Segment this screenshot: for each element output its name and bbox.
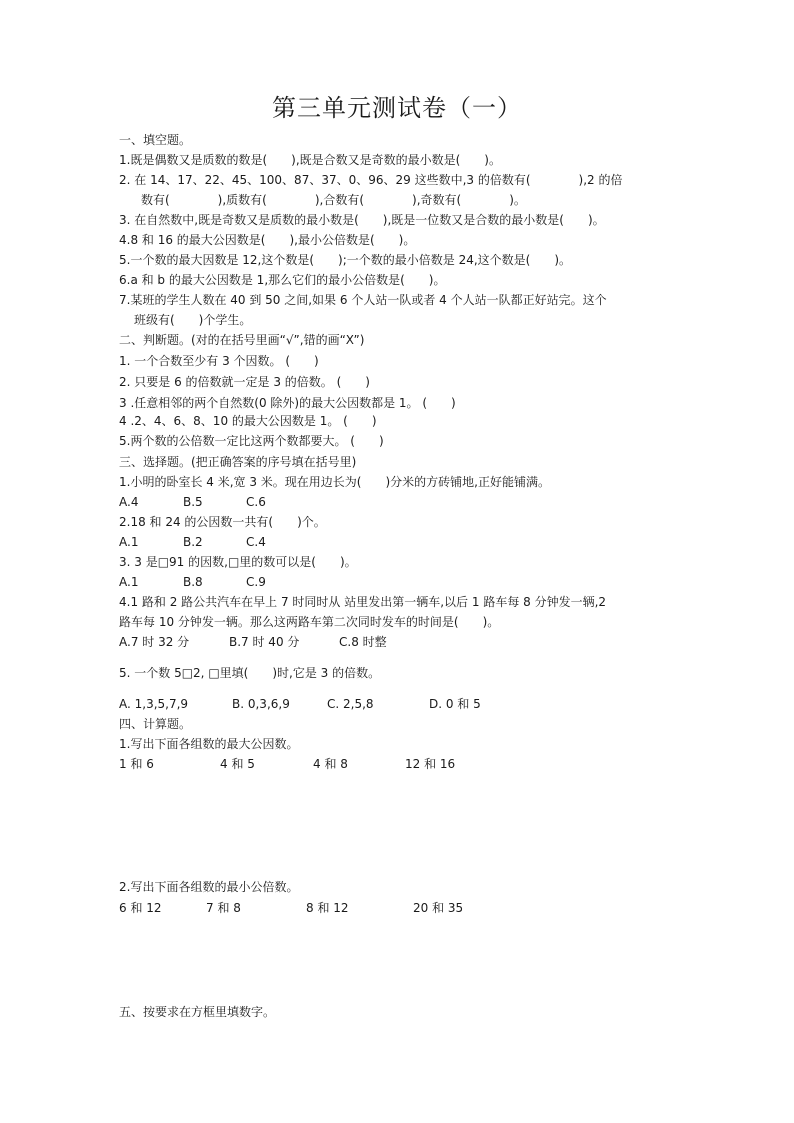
question-text: 5.两个数的公倍数一定比这两个数都要大。 ( ) <box>119 434 384 448</box>
option-a: A.1 <box>119 575 139 589</box>
option-a: A.7 时 32 分 <box>119 635 190 649</box>
question-text: 2.18 和 24 的公因数一共有( )个。 <box>119 515 326 529</box>
question-text: 4.1 路和 2 路公共汽车在早上 7 时同时从 站里发出第一辆车,以后 1 路车每 8 分钟发一辆,2 <box>119 595 607 609</box>
number-pair: 4 和 8 <box>313 757 348 771</box>
question-text: 路车每 10 分钟发一辆。那么这两路车第二次同时发车的时间是( )。 <box>119 615 500 629</box>
question-text: 1.既是偶数又是质数的数是( ),既是合数又是奇数的最小数是( )。 <box>119 153 501 167</box>
question-text: 2. 在 14、17、22、45、100、87、37、0、96、29 这些数中,3 的倍数有( ),2 的倍 <box>119 173 623 187</box>
question-text: 5.一个数的最大因数是 12,这个数是( );一个数的最小倍数是 24,这个数是( )。 <box>119 253 572 267</box>
section-heading-fill-in: 一、填空题。 <box>119 133 192 147</box>
number-pair: 1 和 6 <box>119 757 154 771</box>
question-text: 6.a 和 b 的最大公因数是 1,那么它们的最小公倍数是( )。 <box>119 273 446 287</box>
option-c: C.9 <box>246 575 266 589</box>
number-pair: 20 和 35 <box>413 901 464 915</box>
option-c: C.4 <box>246 535 266 549</box>
question-text: 3 .任意相邻的两个自然数(0 除外)的最大公因数都是 1。 ( ) <box>119 396 456 410</box>
question-text: 7.某班的学生人数在 40 到 50 之间,如果 6 个人站一队或者 4 个人站一队都正好站完。这个 <box>119 293 607 307</box>
section-heading-true-false: 二、判断题。(对的在括号里画“√”,错的画“X”) <box>119 333 365 347</box>
question-text: 4 .2、4、6、8、10 的最大公因数是 1。 ( ) <box>119 414 377 428</box>
number-pair: 4 和 5 <box>220 757 255 771</box>
option-b: B.2 <box>183 535 203 549</box>
option-a: A.1 <box>119 535 139 549</box>
question-text: 3. 在自然数中,既是奇数又是质数的最小数是( ),既是一位数又是合数的最小数是( )。 <box>119 213 605 227</box>
option-c: C. 2,5,8 <box>327 697 374 711</box>
section-heading-multiple-choice: 三、选择题。(把正确答案的序号填在括号里) <box>119 455 357 469</box>
number-pair: 12 和 16 <box>405 757 456 771</box>
option-a: A. 1,3,5,7,9 <box>119 697 189 711</box>
option-b: B.7 时 40 分 <box>229 635 300 649</box>
option-a: A.4 <box>119 495 139 509</box>
question-text: 3. 3 是□91 的因数,□里的数可以是( )。 <box>119 555 357 569</box>
question-text: 数有( ),质数有( ),合数有( ),奇数有( )。 <box>141 193 526 207</box>
option-d: D. 0 和 5 <box>429 697 481 711</box>
question-text: 1.写出下面各组数的最大公因数。 <box>119 737 299 751</box>
question-text: 2.写出下面各组数的最小公倍数。 <box>119 880 299 894</box>
number-pair: 8 和 12 <box>306 901 349 915</box>
option-c: C.6 <box>246 495 266 509</box>
section-heading-fill-boxes: 五、按要求在方框里填数字。 <box>119 1005 276 1019</box>
question-text: 1.小明的卧室长 4 米,宽 3 米。现在用边长为( )分米的方砖铺地,正好能铺满。 <box>119 475 550 489</box>
option-b: B.5 <box>183 495 203 509</box>
section-heading-calculation: 四、计算题。 <box>119 717 192 731</box>
question-text: 2. 只要是 6 的倍数就一定是 3 的倍数。 ( ) <box>119 375 370 389</box>
option-c: C.8 时整 <box>339 635 387 649</box>
page-title: 第三单元测试卷（一） <box>272 94 522 122</box>
question-text: 5. 一个数 5□2, □里填( )时,它是 3 的倍数。 <box>119 666 381 680</box>
question-text: 4.8 和 16 的最大公因数是( ),最小公倍数是( )。 <box>119 233 416 247</box>
question-text: 班级有( )个学生。 <box>134 313 252 327</box>
question-text: 1. 一个合数至少有 3 个因数。 ( ) <box>119 354 319 368</box>
number-pair: 7 和 8 <box>206 901 241 915</box>
option-b: B.8 <box>183 575 203 589</box>
number-pair: 6 和 12 <box>119 901 162 915</box>
option-b: B. 0,3,6,9 <box>232 697 290 711</box>
